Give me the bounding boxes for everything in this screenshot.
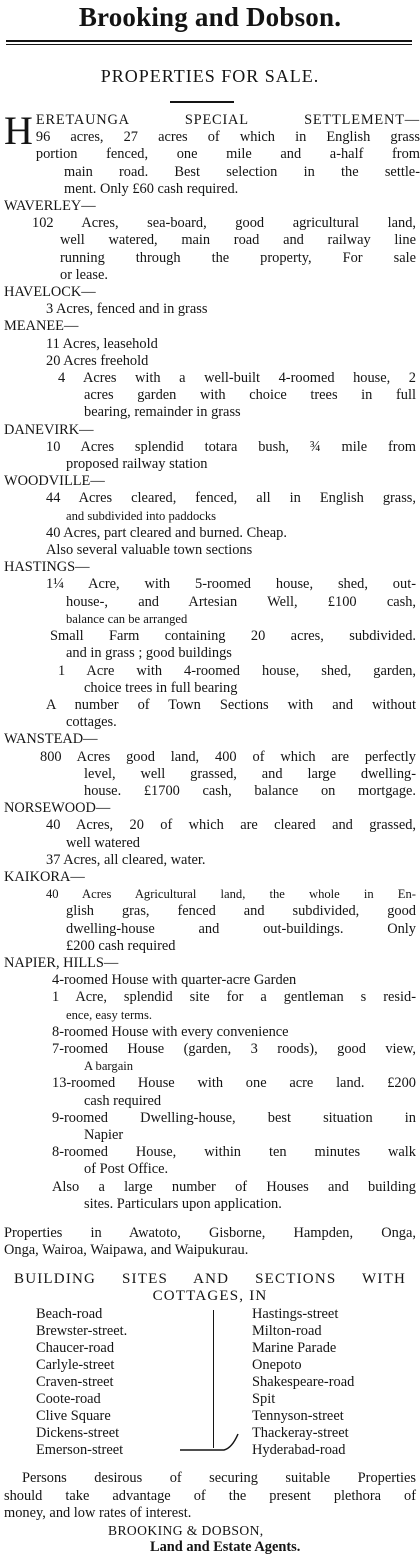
listing-line: 7-roomed House (garden, 3 roods), good view,: [52, 1040, 416, 1057]
listing-line: dwelling-house and out-buildings. Only: [66, 920, 416, 937]
listing-line: 37 Acres, all cleared, water.: [46, 851, 206, 868]
spacer: [0, 1213, 420, 1225]
building-sites-subheading: COTTAGES, IN: [152, 1287, 268, 1304]
street-name: Brewster-street.: [36, 1323, 128, 1340]
street-name: Onepoto: [252, 1357, 302, 1374]
listing-line: 11 Acres, leasehold: [46, 335, 158, 352]
closing-paragraph: [0, 1470, 420, 1522]
listing-line: Also a large number of Houses and building: [52, 1178, 416, 1195]
listing-line: choice trees in full bearing: [84, 679, 238, 696]
spacer: [0, 1456, 420, 1470]
signature-name: BROOKING & DOBSON,: [108, 1523, 264, 1539]
street-name: Carlyle-street: [36, 1357, 115, 1374]
masthead-title: Brooking and Dobson.: [78, 2, 342, 32]
listing-heading: ERETAUNGA SPECIAL SETTLEMENT—: [35, 112, 420, 128]
listing-line: portion fenced, one mile and a-half from: [35, 146, 420, 163]
street-name: Coote-road: [36, 1390, 101, 1407]
section-title: PROPERTIES FOR SALE.: [100, 66, 320, 86]
listing-line: balance can be arranged: [66, 611, 188, 626]
street-name: Spit: [252, 1390, 276, 1407]
listing-line: Small Farm containing 20 acres, subdivided.: [50, 628, 416, 645]
listing-heading: HASTINGS—: [4, 559, 90, 576]
listing-line: running through the property, For sale: [60, 249, 416, 266]
street-name: Tennyson-street: [252, 1407, 344, 1424]
listing-line: ence, easy terms.: [66, 1007, 153, 1022]
listing-kaikora: [0, 869, 420, 955]
listing-line: 1¼ Acre, with 5-roomed house, shed, out-: [46, 576, 416, 593]
listing-line: main road. Best selection in the settle-: [64, 163, 420, 180]
listing-meanee: [0, 318, 420, 421]
listing-havelock: [0, 284, 420, 318]
listing-dannevirke: [0, 422, 420, 474]
street-list-right: [252, 1306, 354, 1458]
listing-waverley: [0, 198, 420, 284]
listing-wanstead: [0, 731, 420, 800]
listing-line: 102 Acres, sea-board, good agricultural land,: [32, 215, 416, 232]
listing-heading: NAPIER, HILLS—: [4, 954, 119, 971]
listing-line: level, well grassed, and large dwelling-: [84, 765, 416, 782]
closing-line: Persons desirous of securing suitable Properties: [22, 1470, 416, 1487]
listing-line: ment. Only £60 cash required.: [64, 180, 239, 197]
listing-line: 3 Acres, fenced and in grass: [46, 301, 208, 318]
listing-line: proposed railway station: [66, 456, 208, 473]
street-name: Dickens-street: [36, 1424, 120, 1441]
listing-heading: MEANEE—: [4, 318, 79, 335]
listing-line: house-, and Artesian Well, £100 cash,: [66, 593, 416, 610]
listing-line: 40 Acres Agricultural land, the whole in En-: [46, 887, 416, 902]
street-name: Beach-road: [36, 1306, 103, 1323]
listing-line: bearing, remainder in grass: [84, 404, 241, 421]
listing-line: 44 Acres cleared, fenced, all in English grass,: [46, 490, 416, 507]
street-name: Hastings-street: [252, 1306, 339, 1323]
listing-heading: KAIKORA—: [4, 868, 85, 885]
listing-heading: WAVERLEY—: [4, 198, 96, 215]
listing-line: cottages.: [66, 714, 117, 731]
listing-line: 40 Acres, 20 of which are cleared and grassed,: [46, 817, 416, 834]
listing-line: well watered, main road and railway line: [60, 232, 416, 249]
listing-line: 40 Acres, part cleared and burned. Cheap.: [46, 524, 287, 541]
building-sites-heading: BUILDING SITES AND SECTIONS WITH: [14, 1271, 406, 1288]
listing-line: Napier: [84, 1126, 124, 1143]
building-sites: [0, 1271, 420, 1456]
ornamental-swash: [180, 1430, 240, 1452]
masthead-rule-thin: [6, 44, 412, 45]
listing-line: 96 acres, 27 acres of which in English grass: [35, 129, 420, 146]
other-places-line: Onga, Wairoa, Waipawa, and Waipukurau.: [4, 1242, 249, 1259]
listing-line: £200 cash required: [66, 937, 176, 954]
street-name: Emerson-street: [36, 1441, 124, 1458]
listing-heading: NORSEWOOD—: [4, 800, 111, 817]
street-name: Shakespeare-road: [252, 1373, 355, 1390]
listing-line: 9-roomed Dwelling-house, best situation in: [52, 1109, 416, 1126]
listing-line: 13-roomed House with one acre land. £200: [52, 1075, 416, 1092]
column-divider: [213, 1310, 214, 1448]
street-name: Clive Square: [36, 1407, 111, 1424]
street-list-left: [36, 1306, 127, 1458]
street-name: Milton-road: [252, 1323, 322, 1340]
dropcap-letter: H: [4, 108, 33, 153]
listing-line: of Post Office.: [84, 1161, 169, 1178]
listing-line: 1 Acre with 4-roomed house, shed, garden,: [58, 662, 416, 679]
listing-line: sites. Particulars upon application.: [84, 1195, 282, 1212]
listing-heretaunga: [0, 108, 420, 198]
masthead-rule-thick: [6, 40, 412, 42]
signature-title: Land and Estate Agents.: [150, 1539, 301, 1556]
listing-line: and subdivided into paddocks: [66, 508, 217, 523]
listing-woodville: [0, 473, 420, 559]
listing-hastings: [0, 559, 420, 731]
listing-line: cash required: [84, 1092, 162, 1109]
listing-line: 10 Acres splendid totara bush, ¾ mile from: [46, 438, 416, 455]
listing-heading: DANEVIRK—: [4, 421, 94, 438]
listing-line: 1 Acre, splendid site for a gentleman s resid-: [52, 989, 416, 1006]
listings-body: [0, 108, 420, 1556]
listing-norsewood: [0, 800, 420, 869]
spacer: [0, 1259, 420, 1271]
listing-heading: WOODVILLE—: [4, 473, 105, 490]
street-name: Craven-street: [36, 1373, 114, 1390]
listing-line: A bargain: [84, 1059, 134, 1074]
closing-line: money, and low rates of interest.: [4, 1504, 192, 1521]
listing-line: 8-roomed House, within ten minutes walk: [52, 1144, 416, 1161]
listing-line: acres garden with choice trees in full: [84, 387, 416, 404]
listing-heading: HAVELOCK—: [4, 284, 96, 301]
other-places-line: Properties in Awatoto, Gisborne, Hampden, Onga,: [4, 1225, 416, 1241]
listing-line: Also several valuable town sections: [46, 542, 253, 559]
listing-line: 4-roomed House with quarter-acre Garden: [52, 972, 297, 989]
listing-line: 20 Acres freehold: [46, 352, 149, 369]
listing-line: and in grass ; good buildings: [66, 645, 232, 662]
listing-line: 8-roomed House with every convenience: [52, 1023, 289, 1040]
street-name: Marine Parade: [252, 1340, 337, 1357]
listing-heading: WANSTEAD—: [4, 731, 98, 748]
listing-line: or lease.: [60, 266, 108, 283]
street-name: Thackeray-street: [252, 1424, 349, 1441]
other-places: [0, 1225, 420, 1259]
listing-line: 4 Acres with a well-built 4-roomed house, 2: [58, 370, 416, 387]
listing-line: 800 Acres good land, 400 of which are perfectly: [40, 748, 416, 765]
section-divider: [170, 101, 234, 103]
listing-line: house. £1700 cash, balance on mortgage.: [84, 782, 416, 799]
closing-line: should take advantage of the present plethora of: [4, 1487, 416, 1504]
listing-napier: [0, 955, 420, 1213]
street-name: Hyderabad-road: [252, 1441, 346, 1458]
listing-line: glish gras, fenced and subdivided, good: [66, 903, 416, 920]
listing-line: A number of Town Sections with and without: [46, 696, 416, 713]
street-name: Chaucer-road: [36, 1340, 115, 1357]
listing-line: well watered: [66, 834, 140, 851]
